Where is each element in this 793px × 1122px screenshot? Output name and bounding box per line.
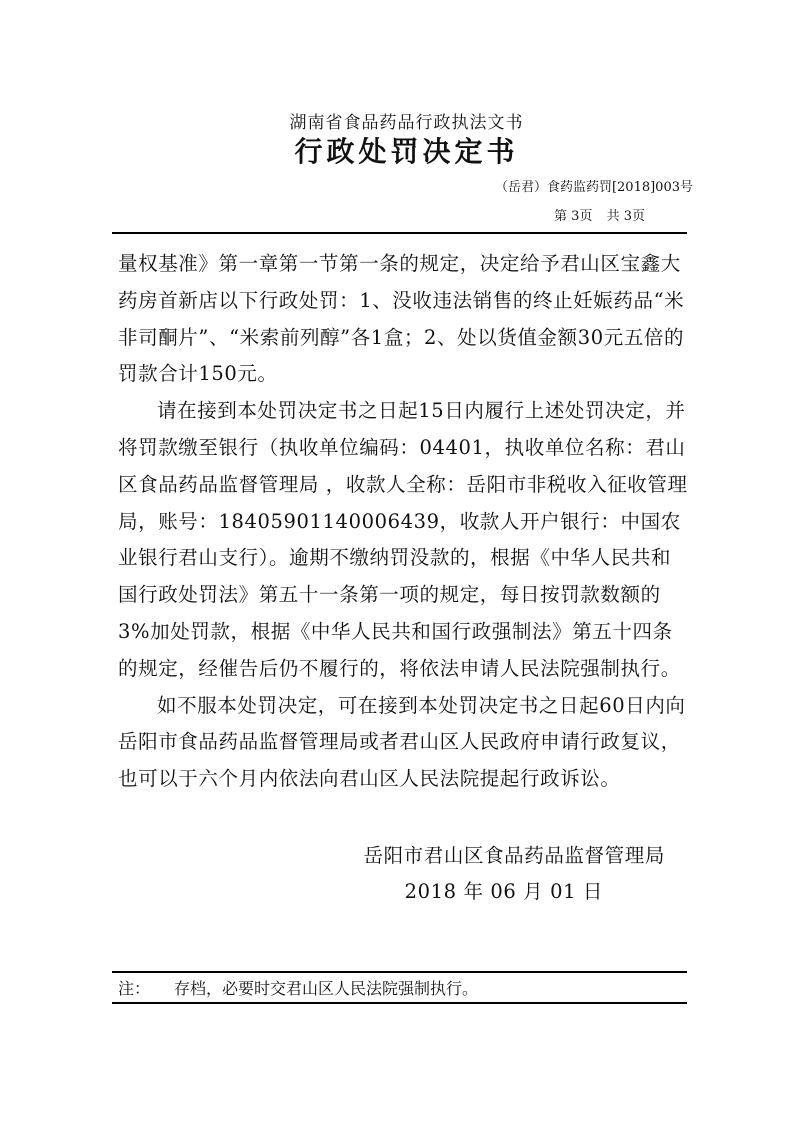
document-body xyxy=(118,246,688,798)
note-divider-top xyxy=(112,971,687,973)
document-title: 行政处罚决定书 xyxy=(294,135,519,168)
note-text: 存档，必要时交君山区人民法院强制执行。 xyxy=(174,979,479,998)
page-total: 共 3页 xyxy=(606,209,645,224)
body-paragraph-3: 如不服本处罚决定，可在接到本处罚决定书之日起60日内向岳阳市食品药品监督管理局或者君山区人民政府申请行政复议，也可以于六个月内依法向君山区人民法院提起行政诉讼。 xyxy=(118,693,686,791)
note-divider-bottom xyxy=(112,1002,687,1004)
body-paragraph-1: 量权基准》第一章第一节第一条的规定，决定给予君山区宝鑫大药房首新店以下行政处罚：1、没收违法销售的终止妊娠药品“米非司酮片”、“米索前列醇”各1盒；2、处以货值金额30元五倍的罚款合计150元。 xyxy=(118,252,685,386)
page-indicator xyxy=(544,205,645,224)
body-paragraph-2: 请在接到本处罚决定书之日起15日内履行上述处罚决定，并将罚款缴至银行（执收单位编码：04401，执收单位名称：君山区食品药品监督管理局 ，收款人全称：岳阳市非税收入征收管理局，账号：18405901140006439，收款人开户银行：中国农业银行君山支行）。逾期不缴纳罚没款的，根据《中华人民共和国行政处罚法》第五十一条第一项的规定，每日按罚款数额的3%加处罚款，根据《中华人民共和国行政强制法》第五十四条的规定，经催告后仍不履行的，将依法申请人民法院强制执行。 xyxy=(118,399,688,680)
header-divider xyxy=(112,232,687,234)
document-number: （岳君）食药监药罚[2018]003号 xyxy=(494,180,693,195)
footer-note xyxy=(118,976,478,999)
page-current: 第 3页 xyxy=(554,209,593,224)
signature-date: 2018 年 06 月 01 日 xyxy=(404,880,603,903)
signature-org: 岳阳市君山区食品药品监督管理局 xyxy=(363,844,665,867)
note-label: 注： xyxy=(118,979,151,998)
document-header-org: 湖南省食品药品行政执法文书 xyxy=(289,113,524,133)
